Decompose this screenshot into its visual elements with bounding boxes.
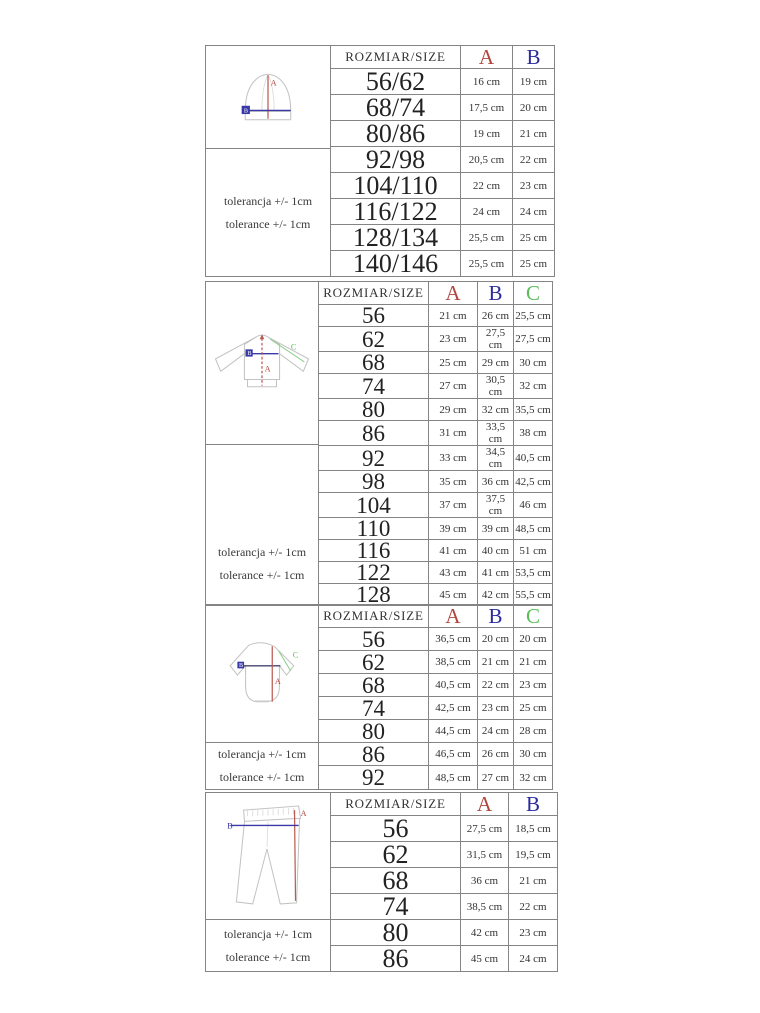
size-row xyxy=(331,816,558,842)
size-cell: 62 xyxy=(319,327,429,352)
tolerance-line-en: tolerance +/- 1cm xyxy=(219,568,305,583)
size-cell: 92 xyxy=(319,766,429,789)
measurement-cell: 30,5 cm xyxy=(478,374,514,399)
bodysuit-diagram xyxy=(206,605,318,742)
measurement-cell: 36 cm xyxy=(478,471,514,493)
measurement-cell: 51 cm xyxy=(514,540,553,562)
size-row xyxy=(319,720,553,743)
measurement-cell: 25 cm xyxy=(514,697,553,720)
measurement-cell: 42 cm xyxy=(478,584,514,606)
size-cell: 74 xyxy=(319,697,429,720)
measurement-cell: 33,5 cm xyxy=(478,421,514,446)
size-row xyxy=(331,147,555,173)
measurement-cell: 24 cm xyxy=(513,199,555,225)
measurement-cell: 26 cm xyxy=(478,305,514,327)
measurement-cell: 20 cm xyxy=(478,628,514,651)
size-row xyxy=(331,920,558,946)
bodysuit-section xyxy=(205,604,553,790)
tolerance-line-en: tolerance +/- 1cm xyxy=(219,769,305,784)
measurement-cell: 21 cm xyxy=(429,305,478,327)
size-row xyxy=(331,946,558,972)
measurement-cell: 25,5 cm xyxy=(514,305,553,327)
header-row xyxy=(319,282,553,305)
size-cell: 80 xyxy=(319,720,429,743)
measure-column-header-b: B xyxy=(509,793,558,816)
size-row xyxy=(319,305,553,327)
measurement-cell: 30 cm xyxy=(514,743,553,766)
measurement-cell: 25 cm xyxy=(513,225,555,251)
size-row xyxy=(331,251,555,277)
size-cell: 92/98 xyxy=(331,147,461,173)
measurement-cell: 24 cm xyxy=(461,199,513,225)
size-cell: 74 xyxy=(319,374,429,399)
measurement-cell: 25,5 cm xyxy=(461,225,513,251)
measure-b-label: B xyxy=(227,821,233,831)
size-row xyxy=(319,399,553,421)
measurement-cell: 20,5 cm xyxy=(461,147,513,173)
pants-left-panel xyxy=(205,792,330,972)
size-row xyxy=(331,69,555,95)
measurement-cell: 29 cm xyxy=(429,399,478,421)
size-cell: 122 xyxy=(319,562,429,584)
size-row xyxy=(319,493,553,518)
measurement-cell: 40,5 cm xyxy=(429,674,478,697)
measure-column-header-b: B xyxy=(513,46,555,69)
measurement-cell: 39 cm xyxy=(478,518,514,540)
size-row xyxy=(331,894,558,920)
measurement-cell: 32 cm xyxy=(514,766,553,789)
measure-a-label: A xyxy=(264,364,271,374)
bodysuit-sketch-icon xyxy=(221,640,303,708)
measurement-cell: 24 cm xyxy=(478,720,514,743)
measure-column-header-a: A xyxy=(429,282,478,305)
size-cell: 128/134 xyxy=(331,225,461,251)
measure-column-header-b: B xyxy=(478,282,514,305)
measurement-cell: 25 cm xyxy=(429,352,478,374)
hat-diagram xyxy=(206,46,330,148)
tolerance-line-pl: tolerancja +/- 1cm xyxy=(217,545,307,560)
size-row xyxy=(331,173,555,199)
size-row xyxy=(319,327,553,352)
jacket-diagram xyxy=(206,282,318,444)
measurement-cell: 35,5 cm xyxy=(514,399,553,421)
hat-size-table xyxy=(330,45,555,277)
measurement-cell: 55,5 cm xyxy=(514,584,553,606)
measurement-cell: 19,5 cm xyxy=(509,842,558,868)
measure-column-header-c: C xyxy=(514,282,553,305)
measurement-cell: 27,5 cm xyxy=(478,327,514,352)
measure-a-label: A xyxy=(270,78,277,88)
hat-left-panel xyxy=(205,45,330,277)
measurement-cell: 20 cm xyxy=(513,95,555,121)
measurement-cell: 20 cm xyxy=(514,628,553,651)
measurement-cell: 22 cm xyxy=(478,674,514,697)
size-row xyxy=(319,374,553,399)
size-cell: 80 xyxy=(319,399,429,421)
size-cell: 56 xyxy=(331,816,461,842)
measure-column-header-a: A xyxy=(461,793,509,816)
size-cell: 68/74 xyxy=(331,95,461,121)
header-row xyxy=(331,793,558,816)
measurement-cell: 40,5 cm xyxy=(514,446,553,471)
hat-sketch-icon xyxy=(237,70,299,124)
measurement-cell: 19 cm xyxy=(513,69,555,95)
measurement-cell: 23 cm xyxy=(514,674,553,697)
measure-c-label: C xyxy=(292,650,299,660)
measure-b-marker: B xyxy=(243,107,248,115)
measurement-cell: 17,5 cm xyxy=(461,95,513,121)
size-row xyxy=(319,697,553,720)
pants-size-table xyxy=(330,792,558,972)
jacket-section xyxy=(205,281,553,606)
measure-column-header-c: C xyxy=(514,605,553,628)
tolerance-line-pl: tolerancja +/- 1cm xyxy=(217,747,307,761)
bodysuit-size-table xyxy=(318,604,553,790)
measurement-cell: 44,5 cm xyxy=(429,720,478,743)
tolerance-line-pl: tolerancja +/- 1cm xyxy=(223,926,313,941)
measurement-cell: 21 cm xyxy=(478,651,514,674)
size-row xyxy=(319,540,553,562)
size-row xyxy=(319,421,553,446)
size-cell: 68 xyxy=(319,674,429,697)
measurement-cell: 37,5 cm xyxy=(478,493,514,518)
size-cell: 128 xyxy=(319,584,429,606)
size-row xyxy=(331,121,555,147)
measurement-cell: 23 cm xyxy=(513,173,555,199)
measurement-cell: 23 cm xyxy=(509,920,558,946)
bodysuit-left-panel xyxy=(205,604,318,790)
size-row xyxy=(319,766,553,789)
size-row xyxy=(319,584,553,606)
measurement-cell: 27 cm xyxy=(429,374,478,399)
tolerance-line-pl: tolerancja +/- 1cm xyxy=(223,193,313,208)
size-row xyxy=(319,446,553,471)
measurement-cell: 37 cm xyxy=(429,493,478,518)
size-row xyxy=(319,562,553,584)
measurement-cell: 46,5 cm xyxy=(429,743,478,766)
measure-b-marker: B xyxy=(239,662,244,669)
size-cell: 80/86 xyxy=(331,121,461,147)
measurement-cell: 31,5 cm xyxy=(461,842,509,868)
measurement-cell: 27 cm xyxy=(478,766,514,789)
measurement-cell: 27,5 cm xyxy=(514,327,553,352)
size-row xyxy=(319,674,553,697)
measurement-cell: 25,5 cm xyxy=(461,251,513,277)
measurement-cell: 19 cm xyxy=(461,121,513,147)
tolerance-note xyxy=(206,742,318,789)
size-cell: 68 xyxy=(319,352,429,374)
size-cell: 140/146 xyxy=(331,251,461,277)
size-column-header: ROZMIAR/SIZE xyxy=(319,282,429,305)
size-row xyxy=(331,225,555,251)
measurement-cell: 42 cm xyxy=(461,920,509,946)
size-row xyxy=(331,199,555,225)
hat-section xyxy=(205,45,555,277)
measurement-cell: 41 cm xyxy=(478,562,514,584)
measurement-cell: 32 cm xyxy=(514,374,553,399)
jacket-left-panel xyxy=(205,281,318,606)
size-row xyxy=(319,628,553,651)
measurement-cell: 27,5 cm xyxy=(461,816,509,842)
jacket-size-table xyxy=(318,281,553,606)
size-row xyxy=(319,518,553,540)
tolerance-note xyxy=(206,148,330,276)
measurement-cell: 43 cm xyxy=(429,562,478,584)
measurement-cell: 16 cm xyxy=(461,69,513,95)
size-cell: 110 xyxy=(319,518,429,540)
size-row xyxy=(331,868,558,894)
size-cell: 56 xyxy=(319,305,429,327)
measurement-cell: 18,5 cm xyxy=(509,816,558,842)
measurement-cell: 25 cm xyxy=(513,251,555,277)
size-column-header: ROZMIAR/SIZE xyxy=(319,605,429,628)
measurement-cell: 41 cm xyxy=(429,540,478,562)
measurement-cell: 29 cm xyxy=(478,352,514,374)
size-cell: 86 xyxy=(319,421,429,446)
pants-diagram xyxy=(206,793,330,919)
size-cell: 116 xyxy=(319,540,429,562)
jacket-sketch-icon xyxy=(210,332,314,394)
measurement-cell: 30 cm xyxy=(514,352,553,374)
size-row xyxy=(331,842,558,868)
measurement-cell: 36 cm xyxy=(461,868,509,894)
measurement-cell: 22 cm xyxy=(513,147,555,173)
measurement-cell: 39 cm xyxy=(429,518,478,540)
size-row xyxy=(319,352,553,374)
measurement-cell: 21 cm xyxy=(513,121,555,147)
size-row xyxy=(331,95,555,121)
measurement-cell: 35 cm xyxy=(429,471,478,493)
size-cell: 86 xyxy=(319,743,429,766)
measurement-cell: 42,5 cm xyxy=(429,697,478,720)
size-cell: 116/122 xyxy=(331,199,461,225)
pants-section xyxy=(205,792,558,972)
measurement-cell: 53,5 cm xyxy=(514,562,553,584)
measurement-cell: 38,5 cm xyxy=(429,651,478,674)
pants-sketch-icon xyxy=(227,804,309,908)
measure-column-header-a: A xyxy=(461,46,513,69)
measure-c-label: C xyxy=(290,342,297,352)
tolerance-line-en: tolerance +/- 1cm xyxy=(225,949,311,964)
measure-column-header-b: B xyxy=(478,605,514,628)
measurement-cell: 33 cm xyxy=(429,446,478,471)
header-row xyxy=(331,46,555,69)
measurement-cell: 23 cm xyxy=(429,327,478,352)
measurement-cell: 42,5 cm xyxy=(514,471,553,493)
size-cell: 62 xyxy=(319,651,429,674)
size-cell: 56/62 xyxy=(331,69,461,95)
size-row xyxy=(319,471,553,493)
tolerance-line-en: tolerance +/- 1cm xyxy=(225,216,311,231)
measurement-cell: 24 cm xyxy=(509,946,558,972)
measure-column-header-a: A xyxy=(429,605,478,628)
size-cell: 62 xyxy=(331,842,461,868)
measurement-cell: 36,5 cm xyxy=(429,628,478,651)
size-cell: 56 xyxy=(319,628,429,651)
measure-a-label: A xyxy=(274,676,281,686)
tolerance-note xyxy=(206,919,330,971)
measurement-cell: 34,5 cm xyxy=(478,446,514,471)
size-column-header: ROZMIAR/SIZE xyxy=(331,793,461,816)
size-cell: 80 xyxy=(331,920,461,946)
measurement-cell: 22 cm xyxy=(461,173,513,199)
measurement-cell: 23 cm xyxy=(478,697,514,720)
measurement-cell: 38,5 cm xyxy=(461,894,509,920)
size-row xyxy=(319,651,553,674)
size-cell: 68 xyxy=(331,868,461,894)
measurement-cell: 31 cm xyxy=(429,421,478,446)
size-cell: 104 xyxy=(319,493,429,518)
size-cell: 104/110 xyxy=(331,173,461,199)
measurement-cell: 48,5 cm xyxy=(514,518,553,540)
measurement-cell: 28 cm xyxy=(514,720,553,743)
size-cell: 74 xyxy=(331,894,461,920)
header-row xyxy=(319,605,553,628)
measurement-cell: 26 cm xyxy=(478,743,514,766)
measurement-cell: 46 cm xyxy=(514,493,553,518)
size-row xyxy=(319,743,553,766)
size-cell: 86 xyxy=(331,946,461,972)
measure-b-marker: B xyxy=(247,350,252,358)
size-cell: 98 xyxy=(319,471,429,493)
measurement-cell: 32 cm xyxy=(478,399,514,421)
size-column-header: ROZMIAR/SIZE xyxy=(331,46,461,69)
measurement-cell: 22 cm xyxy=(509,894,558,920)
measurement-cell: 40 cm xyxy=(478,540,514,562)
measure-a-label: A xyxy=(300,809,307,819)
measurement-cell: 45 cm xyxy=(461,946,509,972)
size-cell: 92 xyxy=(319,446,429,471)
tolerance-note xyxy=(206,444,318,605)
measurement-cell: 38 cm xyxy=(514,421,553,446)
measurement-cell: 21 cm xyxy=(514,651,553,674)
measurement-cell: 21 cm xyxy=(509,868,558,894)
measurement-cell: 45 cm xyxy=(429,584,478,606)
measurement-cell: 48,5 cm xyxy=(429,766,478,789)
